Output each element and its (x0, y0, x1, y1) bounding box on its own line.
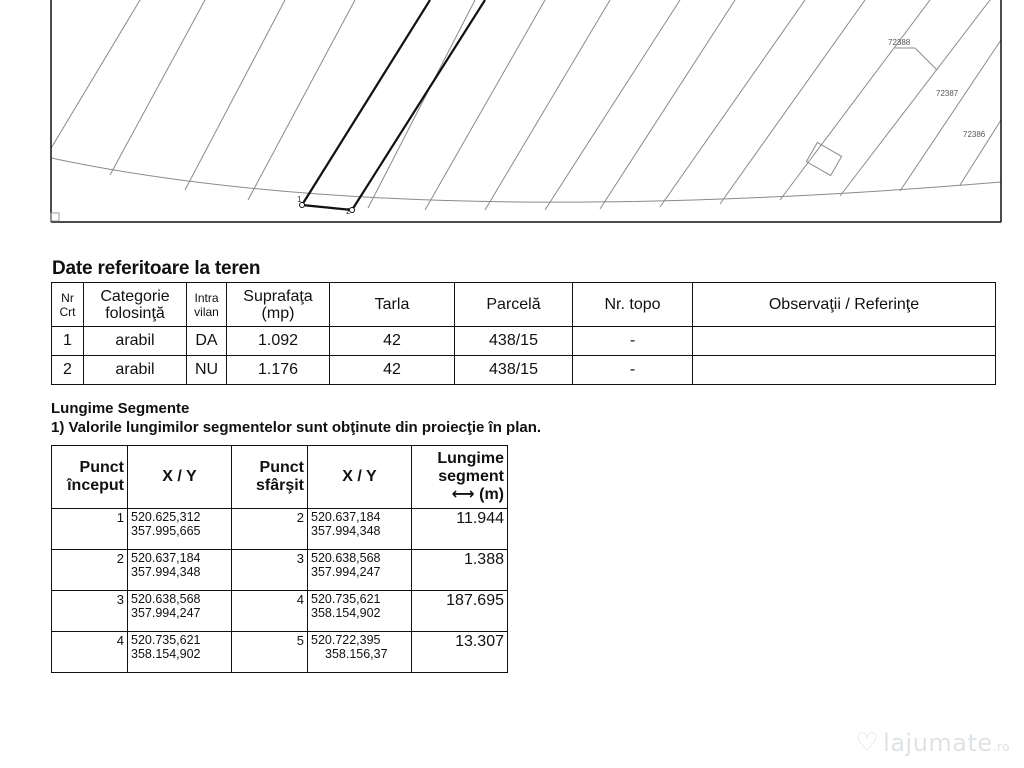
cell-start-xy: 520.638,568 357.994,247 (128, 591, 232, 632)
table-row (52, 591, 508, 632)
cell-intravilan: DA (187, 327, 227, 356)
land-data-title: Date referitoare la teren (52, 258, 261, 279)
header-intravilan: Intra vilan (187, 283, 227, 327)
cell-parcela: 438/15 (455, 327, 573, 356)
header-start-point: Punct început (52, 446, 128, 509)
segments-note: 1) Valorile lungimilor segmentelor sunt obţinute din proiecţie în plan. (51, 419, 542, 436)
table-row (52, 632, 508, 673)
heart-icon: ♡ (855, 728, 880, 758)
cell-length: 187.695 (412, 591, 508, 632)
cell-end-point: 3 (232, 550, 308, 591)
cell-start-point: 4 (52, 632, 128, 673)
cell-tarla: 42 (330, 356, 455, 385)
cell-start-point: 1 (52, 509, 128, 550)
watermark-text: lajumate (883, 729, 993, 757)
header-end-xy: X / Y (308, 446, 412, 509)
cell-length: 13.307 (412, 632, 508, 673)
cell-start-xy: 520.637,184 357.994,348 (128, 550, 232, 591)
header-start-xy: X / Y (128, 446, 232, 509)
header-end-point: Punct sfârşit (232, 446, 308, 509)
parcel-number-label: 72388 (888, 38, 911, 47)
cell-topo: - (573, 356, 693, 385)
cell-suprafata: 1.176 (227, 356, 330, 385)
watermark-tld: .ro (992, 740, 1010, 754)
cell-observatii (693, 356, 996, 385)
cell-nr: 2 (52, 356, 84, 385)
table-header-row (52, 283, 996, 327)
cell-length: 1.388 (412, 550, 508, 591)
cell-end-point: 4 (232, 591, 308, 632)
watermark (855, 728, 1010, 758)
cell-parcela: 438/15 (455, 356, 573, 385)
cell-start-point: 3 (52, 591, 128, 632)
cell-end-xy: 520.735,621 358.154,902 (308, 591, 412, 632)
cell-end-xy: 520.722,395 358.156,37 (308, 632, 412, 673)
parcel-number-label: 72386 (963, 130, 986, 139)
segments-title: Lungime Segmente (51, 400, 190, 417)
table-row (52, 327, 996, 356)
cell-start-point: 2 (52, 550, 128, 591)
cell-end-point: 5 (232, 632, 308, 673)
cell-end-xy: 520.637,184 357.994,348 (308, 509, 412, 550)
cell-intravilan: NU (187, 356, 227, 385)
table-header-row (52, 446, 508, 509)
header-tarla: Tarla (330, 283, 455, 327)
header-topo: Nr. topo (573, 283, 693, 327)
header-categorie: Categorie folosinţă (84, 283, 187, 327)
parcel-number-label: 72387 (936, 89, 959, 98)
cell-end-point: 2 (232, 509, 308, 550)
cell-start-xy: 520.735,621 358.154,902 (128, 632, 232, 673)
cell-observatii (693, 327, 996, 356)
cell-nr: 1 (52, 327, 84, 356)
header-length: Lungime segment ⟷ (m) (412, 446, 508, 509)
land-data-table (51, 282, 996, 385)
segments-table (51, 445, 508, 673)
cell-start-xy: 520.625,312 357.995,665 (128, 509, 232, 550)
cell-categorie: arabil (84, 327, 187, 356)
table-row (52, 356, 996, 385)
cell-suprafata: 1.092 (227, 327, 330, 356)
cell-tarla: 42 (330, 327, 455, 356)
map-point-label: 2 (346, 207, 351, 216)
cell-topo: - (573, 327, 693, 356)
table-row (52, 509, 508, 550)
table-row (52, 550, 508, 591)
cadastral-map (0, 0, 1024, 240)
header-observatii: Observaţii / Referinţe (693, 283, 996, 327)
map-point-label: 1 (297, 195, 302, 204)
cell-length: 11.944 (412, 509, 508, 550)
header-parcela: Parcelă (455, 283, 573, 327)
cell-end-xy: 520.638,568 357.994,247 (308, 550, 412, 591)
cell-categorie: arabil (84, 356, 187, 385)
header-nr: Nr Crt (52, 283, 84, 327)
header-suprafata: Suprafaţa (mp) (227, 283, 330, 327)
